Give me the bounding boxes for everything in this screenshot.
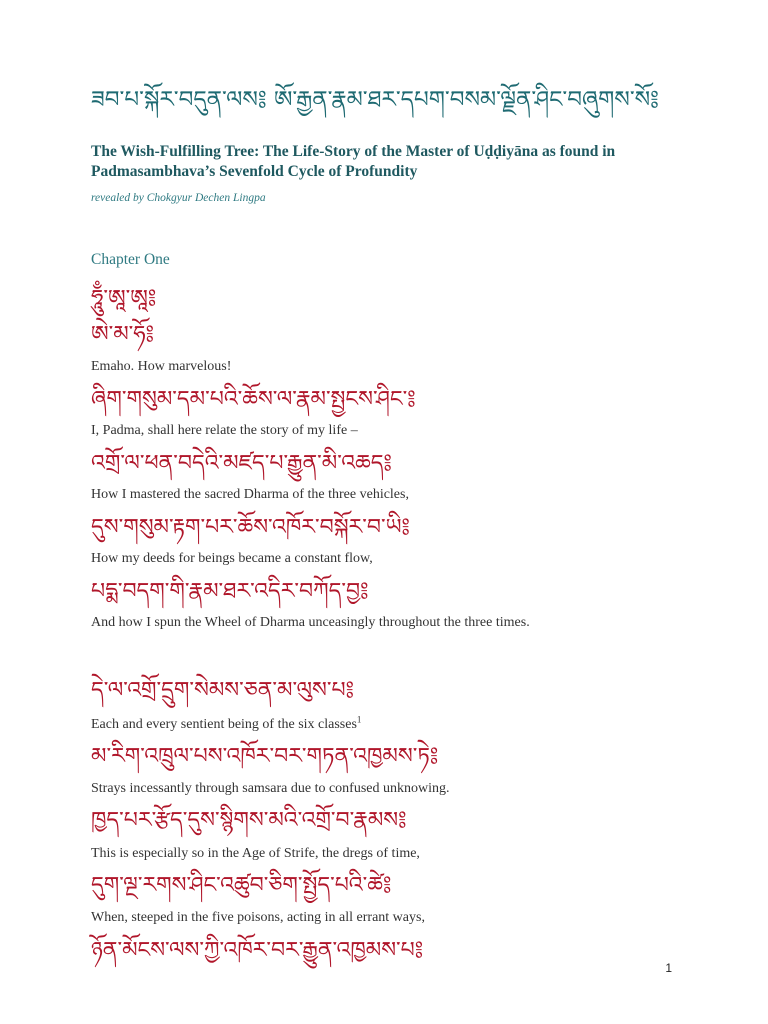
english-verse: When, steeped in the five poisons, acting in all errant ways, [91, 910, 425, 925]
tibetan-verse: ཧཱུྃ་ཨཱ་ཨཱ༔ [91, 286, 157, 311]
page-number: 1 [665, 961, 672, 975]
revealed-by-byline: revealed by Chokgyur Dechen Lingpa [91, 192, 266, 204]
tibetan-verse: དེ་ལ་འགྲོ་དྲུག་སེམས་ཅན་མ་ལུས་པ༔ [91, 678, 354, 703]
english-verse: How my deeds for beings became a constant flow, [91, 551, 373, 566]
english-verse: Each and every sentient being of the six classes [91, 717, 357, 732]
english-verse-with-footnote [91, 716, 361, 734]
tibetan-verse: པདྨ་བདག་གི་རྣམ་ཐར་འདིར་བཀོད་བྱ༔ [91, 579, 369, 604]
tibetan-verse: ཁྱད་པར་རྩོད་དུས་སྙིགས་མའི་འགྲོ་བ་རྣམས༔ [91, 808, 407, 833]
tibetan-verse: འགྲོ་ལ་ཕན་བདེའི་མཛད་པ་རྒྱུན་མི་འཆད༔ [91, 451, 392, 476]
english-verse: Emaho. How marvelous! [91, 359, 232, 374]
tibetan-verse: ཞིག་གསུམ་དམ་པའི་ཆོས་ལ་རྣམ་སྤྱངས་ཤིང་༔ [91, 387, 416, 412]
english-title: The Wish-Fulfilling Tree: The Life-Story of the Master of Uḍḍiyāna as found in Padmasambhava’s Sevenfold Cycle of Profundity [91, 143, 616, 180]
english-verse: And how I spun the Wheel of Dharma unceasingly throughout the three times. [91, 615, 530, 630]
tibetan-verse: དུས་གསུམ་རྟག་པར་ཆོས་འཁོར་བསྐོར་བ་ཡི༔ [91, 515, 410, 540]
tibetan-verse: མ་རིག་འཁྲུལ་པས་འཁོར་བར་གཏན་འཁྱམས་ཏེ༔ [91, 744, 439, 769]
tibetan-title: ཟབ་པ་སྐོར་བདུན་ལས༔ ཨོ་རྒྱན་རྣམ་ཐར་དཔག་བསམ་ལྗོན་ཤིང་བཞུགས་སོ༔ [91, 87, 659, 113]
english-verse: Strays incessantly through samsara due to confused unknowing. [91, 781, 450, 796]
cut-off-line [91, 938, 424, 963]
english-verse: This is especially so in the Age of Strife, the dregs of time, [91, 846, 420, 861]
tibetan-verse: ཨེ་མ་ཧོ༔ [91, 322, 155, 347]
tibetan-verse: དུག་ལྔ་རགས་ཤིང་འཚུབ་ཅིག་སྤྱོད་པའི་ཚེ༔ [91, 873, 392, 898]
english-verse: How I mastered the sacred Dharma of the three vehicles, [91, 487, 409, 502]
english-verse: I, Padma, shall here relate the story of my life – [91, 423, 358, 438]
tibetan-verse: ཉོན་མོངས་ལས་ཀྱི་འཁོར་བར་རྒྱུན་འཁྱམས་པ༔ [91, 938, 424, 963]
footnote-marker-link[interactable]: 1 [356, 714, 362, 725]
chapter-heading: Chapter One [91, 251, 170, 268]
